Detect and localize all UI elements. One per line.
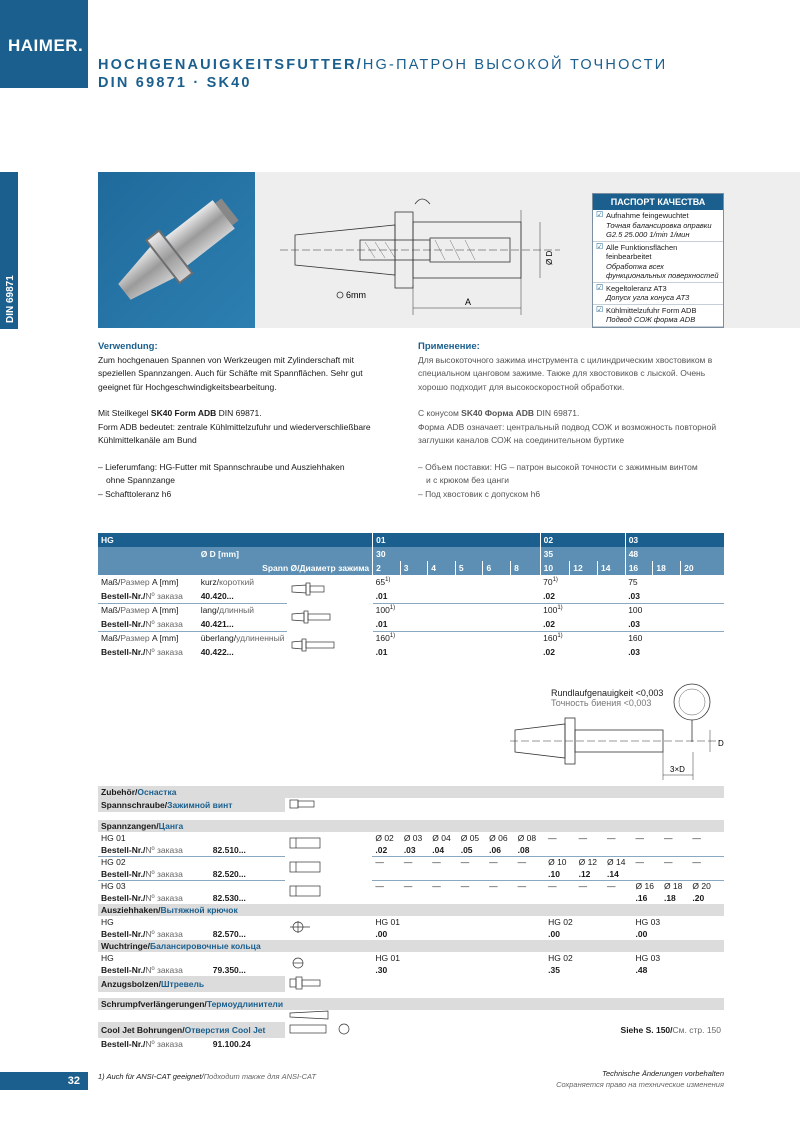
hook-order-row: Bestell-Nr./Nº заказа 82.570... .00 .00 .00 [101, 929, 648, 939]
cooljet-order-row: Bestell-Nr./Nº заказа 91.100.24 [101, 1039, 251, 1049]
quality-passport [592, 193, 724, 328]
acc-section-spannschraube: Spannschraube/Зажимной винт [98, 798, 724, 812]
pull-stud-icon [288, 976, 328, 990]
acc-section-ausziehhaken: Ausziehhaken/Вытяжной крючок [98, 904, 724, 916]
ring-row: HG HG 01 HG 02 HG 03 [98, 952, 724, 964]
holder-extra-long-icon [290, 638, 336, 652]
quality-item: ☑ Alle Funktionsflächen feinbearbeitet Обработка всех функциональных поверхностей [593, 242, 723, 283]
footnote: 1) Auch für ANSI-CAT geeignet/Подходит также для ANSI-CAT [98, 1072, 317, 1081]
acc-section-anzugsbolzen: Anzugsbolzen/Штревель [98, 976, 724, 992]
page-number: 32 [0, 1072, 88, 1090]
quality-item: ☑ Kühlmittelzufuhr Form ADB Подвод СОЖ форма ADB [593, 305, 723, 327]
quality-head: ПАСПОРТ КАЧЕСТВА [593, 194, 723, 210]
svg-text:A: A [465, 297, 472, 307]
technical-drawing [270, 190, 570, 315]
collet-row: HG 01 Ø 02 Ø 03 Ø 04 Ø 05 Ø 06 Ø 08 — — — — — — [98, 832, 724, 844]
brand-logo: HAIMER. [0, 0, 88, 88]
runout-gauge-drawing [510, 680, 740, 790]
collet-order-row: Bestell-Nr./Nº заказа 82.510... .02 .03 .04 .05 .06 .08 [98, 844, 724, 856]
svg-text:Ø D: Ø D [545, 250, 554, 265]
holder-short-icon [290, 582, 336, 596]
spec-row-mass: Maß/Размер A [mm] lang/длинный 100$^{1)}$ 100$^{1)}$ 100 [98, 603, 724, 617]
usage-ru: Применение: Для высокоточного зажима инструмента с цилиндрическим хвостовиком в специальном цанговом зажиме. Также для хвостовиков с лыской. Очень хорошо подходит для высокоскоростной обработки. С конусом SK40 Форма ADB DIN 69871. Форма ADB означает: центральный подвод СОЖ и возможность повторной заглушки каналов СОЖ на соединительном буртике – Объем поставки: HG – патрон высокой точности с зажимным винтом и с крюком без цанги – Под хвостовик с допуском h6 [418, 341, 717, 499]
collet-row: HG 02 — — — — — — Ø 10 Ø 12 Ø 14 — — — [98, 856, 724, 868]
side-tab: DIN 69871 [0, 172, 18, 329]
spec-row-order: Bestell-Nr./Nº заказа 40.420... .01 .02 .03 [98, 589, 724, 603]
collet-icon [288, 884, 328, 898]
product-photo [98, 172, 255, 328]
collet-order-row: Bestell-Nr./Nº заказа 82.530... .16 .18 .20 [101, 893, 705, 903]
acc-section-wuchtringe: Wuchtringe/Балансировочные кольца [98, 940, 724, 952]
acc-section-cooljet: Cool Jet Bohrungen/Отверстия Cool Jet Siehe S. 150/См. стр. 150 [98, 1022, 724, 1038]
spec-row-order: Bestell-Nr./Nº заказа 40.421... .01 .02 .03 [98, 617, 724, 631]
clamp-screw-icon [288, 798, 318, 810]
spec-header-row: HG 01 02 03 [98, 533, 724, 547]
shrink-extension-icon [288, 1010, 334, 1020]
accessories-table [98, 786, 724, 1050]
page-title: HOCHGENAUIGKEITSFUTTER/HG-ПАТРОН ВЫСОКОЙ ТОЧНОСТИ DIN 69871 · SK40 [98, 57, 668, 91]
acc-section-zubehor: Zubehör/Оснастка [98, 786, 724, 798]
acc-section-schrumpf: Schrumpfverlängerungen/Термоудлинители [98, 998, 724, 1010]
balance-ring-icon [288, 956, 312, 970]
collet-icon [288, 860, 328, 874]
cool-jet-icon [288, 1022, 354, 1036]
quality-item: ☑ Aufnahme feingewuchtet Точная балансировка оправки G2.5 25.000 1/min 1/мин [593, 210, 723, 242]
quality-item: ☑ Kegeltoleranz AT3 Допуск угла конуса AT3 [593, 283, 723, 305]
hook-icon [288, 920, 312, 934]
spec-od-row: Ø D [mm] 30 35 48 [98, 547, 724, 561]
rights-note: Technische Änderungen vorbehalten Сохраняется право на технические изменения [556, 1069, 724, 1089]
spec-table [98, 533, 724, 659]
usage-de: Verwendung: Zum hochgenauen Spannen von Werkzeugen mit Zylinderschaft mit speziellen Spannzangen. Auch für Schäfte mit Spannflächen. Sehr gut geeignet für Hochgeschwindigkeitsbearbeitung. Mit Steilkegel SK40 Form ADB DIN 69871. Form ADB bedeutet: zentrale Kühlmittelzufuhr und wiederverschließbare Kühlmittelkanäle am Bund – Lieferumfang: HG-Futter mit Spannschraube und Ausziehhaken ohne Spannzange – Schafttoleranz h6 [98, 341, 371, 499]
spec-row-mass: Maß/Размер A [mm] überlang/удлиненный 160$^{1)}$ 160$^{1)}$ 160 [98, 631, 724, 645]
collet-row: HG 03 — — — — — — — — — Ø 16 Ø 18 Ø 20 [98, 880, 724, 892]
svg-text:D: D [718, 739, 724, 748]
holder-long-icon [290, 610, 336, 624]
spec-row-mass: Maß/Размер A [mm] kurz/короткий 65$^{1)}$ 70$^{1)}$ 75 [98, 575, 724, 589]
ring-order-row: Bestell-Nr./Nº заказа 79.350... .30 .35 .48 [101, 965, 648, 975]
collet-order-row: Bestell-Nr./Nº заказа 82.520... .10 .12 .14 [98, 868, 724, 880]
svg-text:3×D: 3×D [670, 765, 685, 774]
collet-icon [288, 836, 328, 850]
runout-label: Rundlaufgenauigkeit <0,003 Точность биения <0,003 [551, 688, 664, 708]
hook-row: HG HG 01 HG 02 HG 03 [98, 916, 724, 928]
acc-section-spannzangen: Spannzangen/Цанга [98, 820, 724, 832]
svg-text:6mm: 6mm [346, 290, 366, 300]
spec-spann-row: Spann Ø/Диаметр зажима 2 3 4 5 6 8 10 12 14 16 18 20 [98, 561, 724, 575]
spec-row-order: Bestell-Nr./Nº заказа 40.422... .01 .02 .03 [101, 647, 641, 657]
